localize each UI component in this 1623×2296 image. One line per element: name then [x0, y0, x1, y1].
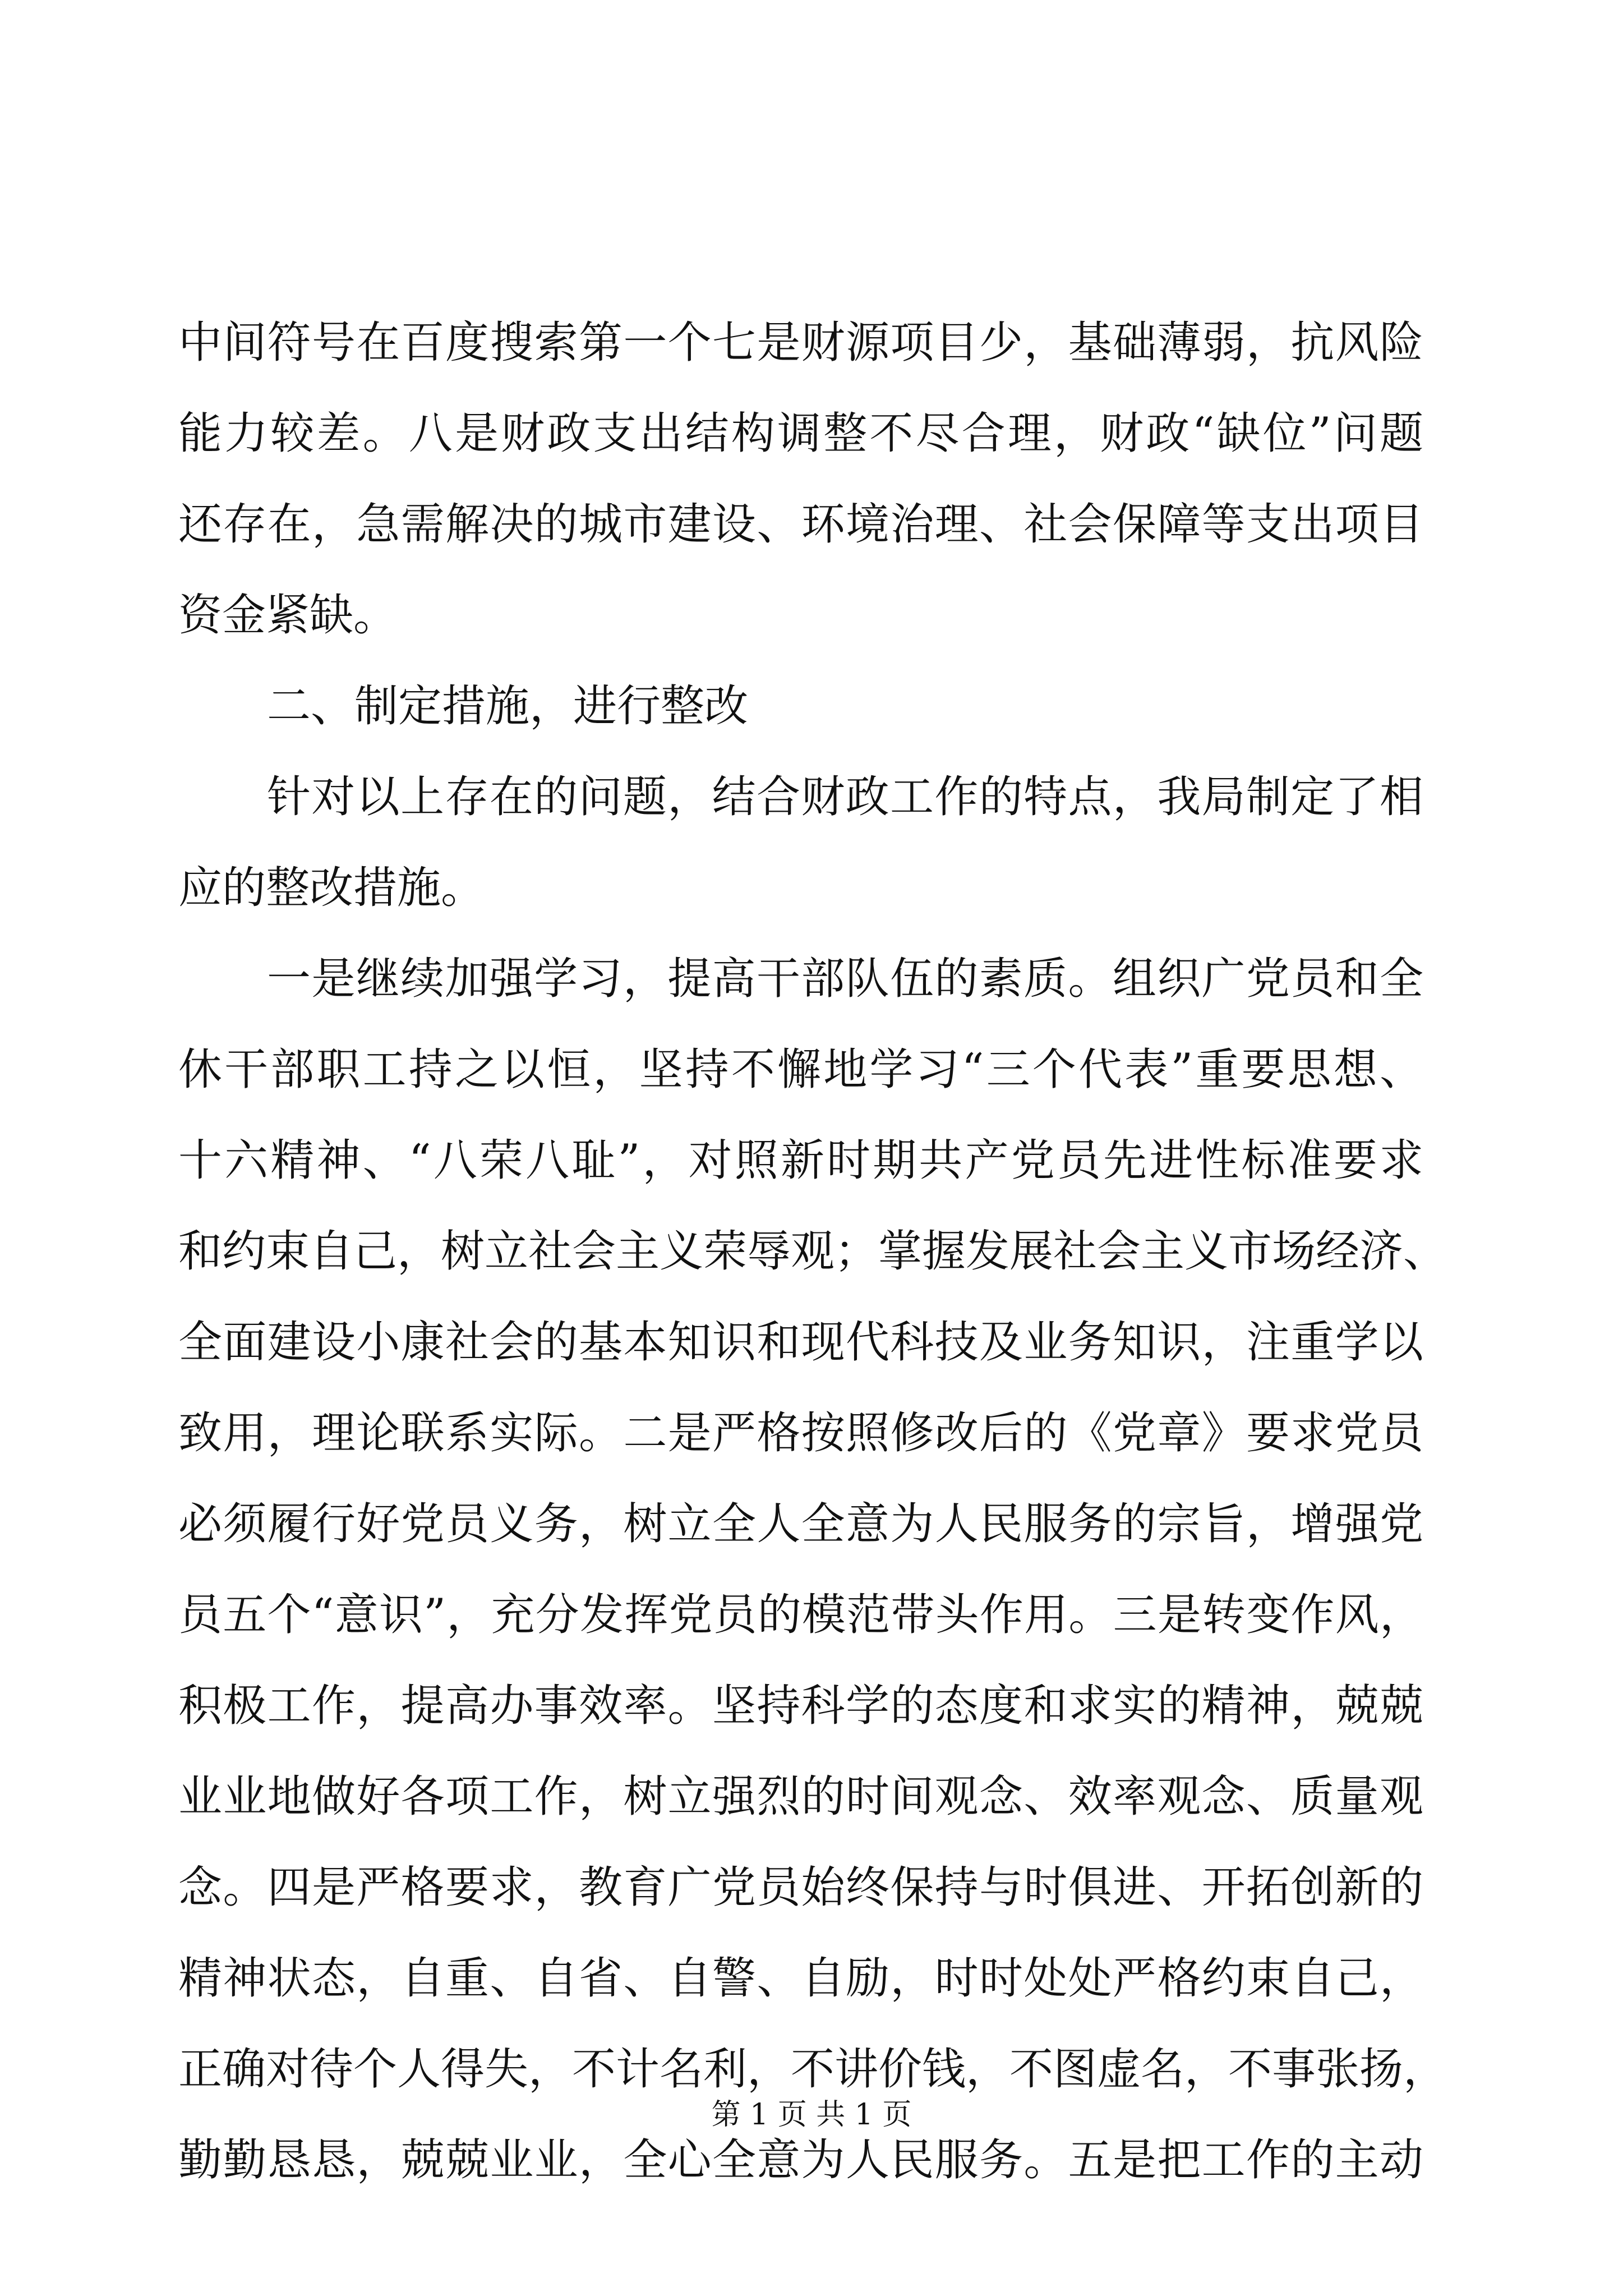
- text-line: 应的整改措施。: [178, 863, 485, 913]
- text-line: 一是继续加强学习，提高干部队伍的素质。组织广党员和全: [267, 954, 1423, 1004]
- text-line: 勤勤恳恳，兢兢业业，全心全意为人民服务。五是把工作的主动: [178, 2135, 1423, 2185]
- text-line: 中间符号在百度搜索第一个七是财源项目少，基础薄弱，抗风险: [178, 318, 1423, 368]
- text-line: 正确对待个人得失，不计名利，不讲价钱，不图虚名，不事张扬，: [178, 2044, 1447, 2095]
- text-line: 必须履行好党员义务，树立全人全意为人民服务的宗旨，增强党: [178, 1499, 1423, 1549]
- text-line: 休干部职工持之以恒，坚持不懈地学习“三个代表”重要思想、: [178, 1045, 1423, 1095]
- page-footer: 第 1 页 共 1 页: [711, 2098, 912, 2132]
- section-heading: 二、制定措施，进行整改: [267, 681, 749, 731]
- document-body: [178, 297, 1447, 2206]
- text-line: 和约束自己，树立社会主义荣辱观；掌握发展社会主义市场经济、: [178, 1226, 1447, 1277]
- text-line: 积极工作，提高办事效率。坚持科学的态度和求实的精神，兢兢: [178, 1681, 1423, 1731]
- text-line: 资金紧缺。: [178, 590, 398, 641]
- text-line: 业业地做好各项工作，树立强烈的时间观念、效率观念、质量观: [178, 1772, 1423, 1822]
- text-line: 致用，理论联系实际。二是严格按照修改后的《党章》要求党员: [178, 1408, 1423, 1458]
- text-line: 员五个“意识”，充分发挥党员的模范带头作用。三是转变作风，: [178, 1590, 1423, 1640]
- text-line: 十六精神、“八荣八耻”，对照新时期共产党员先进性标准要求: [178, 1135, 1423, 1186]
- text-line: 精神状态，自重、自省、自警、自励，时时处处严格约束自己，: [178, 1953, 1423, 2004]
- text-line: 念。四是严格要求，教育广党员始终保持与时俱进、开拓创新的: [178, 1862, 1423, 1913]
- text-line: 能力较差。八是财政支出结构调整不尽合理，财政“缺位”问题: [178, 408, 1423, 459]
- text-line: 还存在，急需解决的城市建设、环境治理、社会保障等支出项目: [178, 499, 1423, 550]
- text-line: 全面建设小康社会的基本知识和现代科技及业务知识，注重学以: [178, 1317, 1423, 1368]
- text-line: 针对以上存在的问题，结合财政工作的特点，我局制定了相: [267, 772, 1423, 822]
